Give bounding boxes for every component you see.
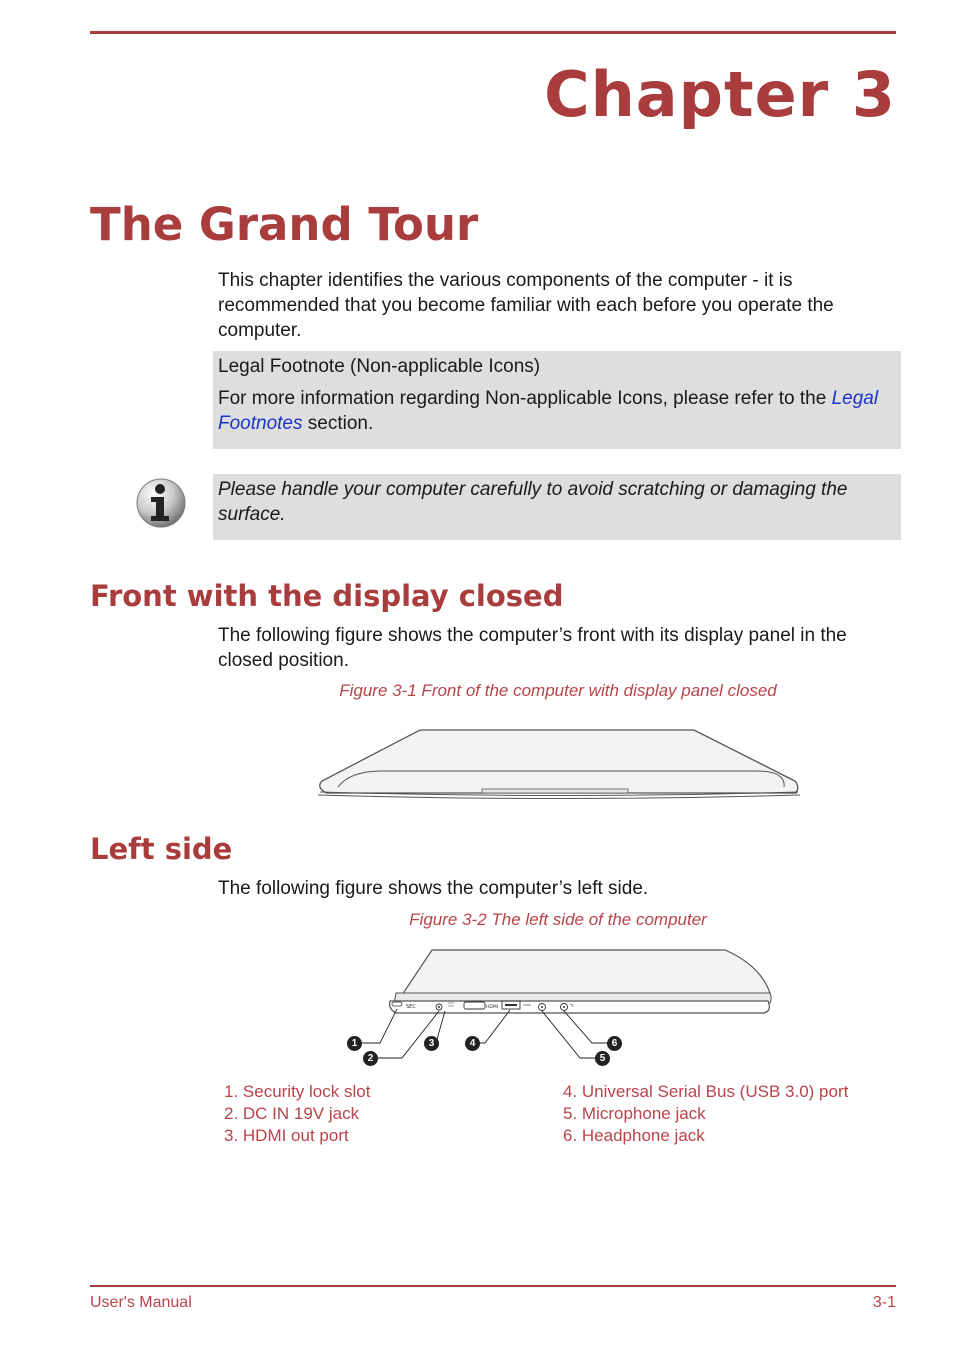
callout-marker: 5 xyxy=(595,1051,610,1066)
legal-footnotes-link[interactable]: Legal Footnotes xyxy=(218,388,879,434)
callout-marker: 6 xyxy=(607,1036,622,1051)
legal-footnote-heading: Legal Footnote (Non-applicable Icons) xyxy=(218,356,541,377)
figure-3-1-caption: Figure 3-1 Front of the computer with display panel closed xyxy=(339,681,777,700)
info-note-text: Please handle your computer carefully to avoid scratching or damaging the surface. xyxy=(218,479,848,525)
list-item: 4. Universal Serial Bus (USB 3.0) port xyxy=(563,1082,849,1101)
info-icon xyxy=(136,478,186,528)
header-rule xyxy=(90,31,896,34)
left-section-heading: Left side xyxy=(90,832,233,866)
callout-leader-lines xyxy=(360,1009,609,1058)
left-section-text: The following figure shows the computer’s left side. xyxy=(218,878,649,899)
list-item: 1. Security lock slot xyxy=(224,1082,371,1101)
legal-footnote-text-before: For more information regarding Non-applicable Icons, please refer to the xyxy=(218,388,827,409)
info-note-box xyxy=(213,474,901,540)
legend-list-right xyxy=(563,1081,848,1147)
list-item: 6. Headphone jack xyxy=(563,1126,705,1145)
laptop-left-side-figure xyxy=(340,945,780,1070)
figure-3-2-caption: Figure 3-2 The left side of the computer xyxy=(409,910,707,929)
footer-rule xyxy=(90,1285,896,1287)
callout-marker: 4 xyxy=(465,1036,480,1051)
front-section-text: The following figure shows the computer’s front with its display panel in the closed position. xyxy=(218,625,847,671)
list-item: 3. HDMI out port xyxy=(224,1126,349,1145)
laptop-front-figure xyxy=(310,725,804,801)
legend-list-left xyxy=(224,1081,370,1147)
legal-footnote-box xyxy=(213,351,901,449)
chapter-number: Chapter 3 xyxy=(544,58,896,131)
legal-footnote-text-after: section. xyxy=(302,413,374,434)
front-section-heading: Front with the display closed xyxy=(90,579,564,613)
callout-marker: 1 xyxy=(347,1036,362,1051)
page-title: The Grand Tour xyxy=(90,198,479,251)
list-item: 5. Microphone jack xyxy=(563,1104,706,1123)
list-item: 2. DC IN 19V jack xyxy=(224,1104,360,1123)
hdmi-port-label: HDMI xyxy=(486,1005,499,1010)
callout-marker: 2 xyxy=(363,1051,378,1066)
callout-marker: 3 xyxy=(424,1036,439,1051)
intro-paragraph: This chapter identifies the various components of the computer - it is recommended that you become familiar with each before you operate the computer. xyxy=(218,270,834,341)
footer-page-number: 3-1 xyxy=(872,1294,896,1311)
footer-manual-title: User's Manual xyxy=(90,1294,192,1311)
legal-footnote-text xyxy=(218,386,896,436)
security-port-label: SEC xyxy=(406,1004,416,1010)
